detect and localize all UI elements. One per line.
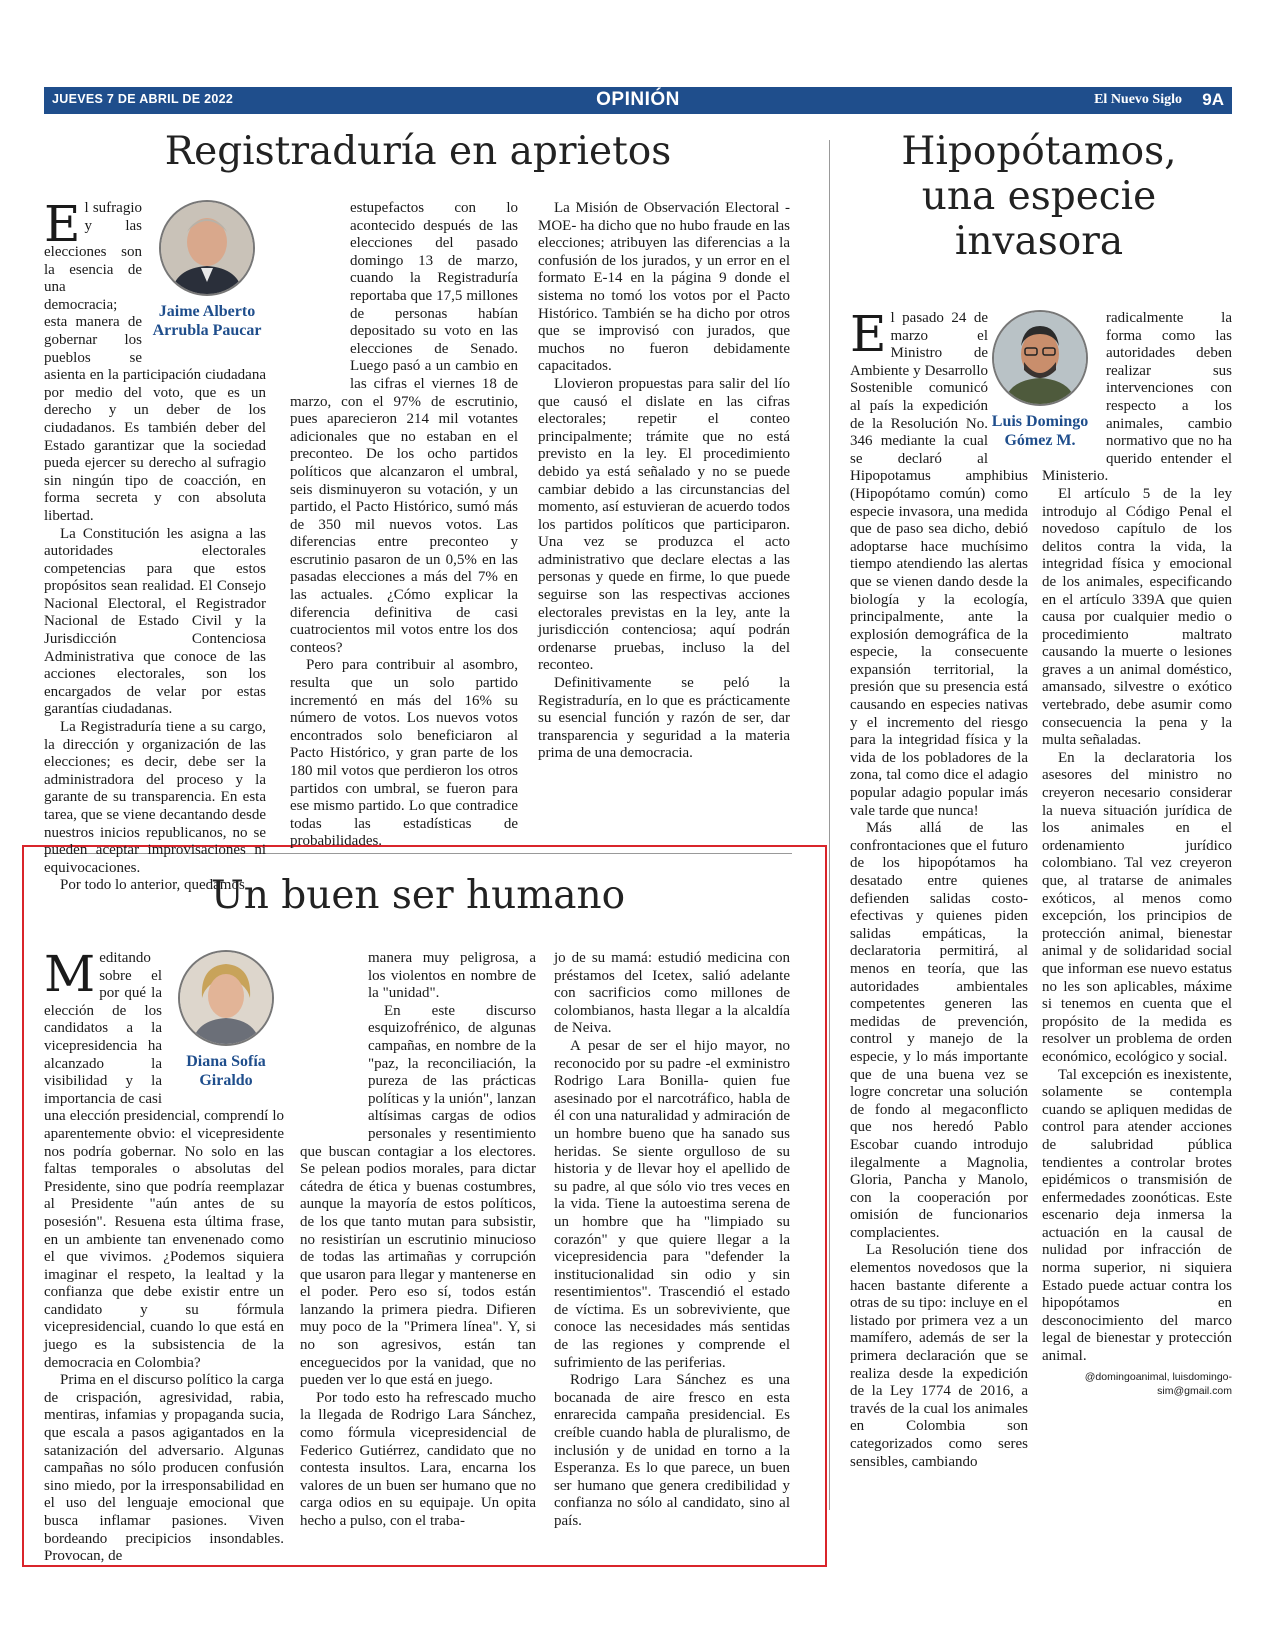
newspaper-brand: El Nuevo Siglo xyxy=(1094,92,1182,107)
title-line: Hipopótamos, xyxy=(901,129,1177,174)
article1-column-2 xyxy=(290,200,518,851)
author-name-line1: Diana Sofía xyxy=(186,1053,266,1070)
signature-line: sim@gmail.com xyxy=(1157,1384,1232,1397)
paragraph: Tal excepción es inexistente, solamente se contempla cuando se apliquen medidas de control para atender acciones de salubridad pública tendientes a controlar brotes epidémicos o transmisión de enfermedades zoonóticas. Este escenario deja inmersa la actuación en la causal de nulidad por infracción de norma superior, ni siquiera Estado puede actuar contra los hipopótamos en desconocimiento del marco legal de bienestar y protección animal. xyxy=(1042,1066,1232,1365)
paragraph: En este discurso esquizofrénico, de algunas campañas, en nombre de la "paz, la reconciliación, la pureza de las prácticas políticas y la unión", lanzan altísimas cargas de odios personales y resentimiento que buscan contagiar a los electores. Se pelean podios morales, para dictar cátedra de ética y buenas costumbres, aunque la mayoría de estos políticos, de los que tanto mutan para subsistir, no resistirían un escrutinio minucioso de todas las artimañas y corrupción que usaron para llegar y mantenerse en el poder. Pero eso sí, todos están lanzando la primera piedra. Difieren muy poco de la "Primera línea". Y, si no son agresivos, están tan enceguecidos por la vanidad, que no pueden ver lo que está en juego. xyxy=(300,1002,536,1389)
paragraph: La Resolución tiene dos elementos novedosos que la hacen bastante diferente a otras de su tipo: incluye en el listado por primera vez a un mamífero, además de ser la primera declaración que se realiza desde la expedición de la Ley 1774 de 2016, a través de la cual los animales en Colombia son categorizados como seres sensibles, cambiando xyxy=(850,1242,1028,1470)
paragraph: A pesar de ser el hijo mayor, no reconocido por su padre -el exministro Rodrigo Lara Bonilla- quien fue asesinado por el narcotráfico, habla de él con una naturalidad y admiración de un hombre bueno que ha sanado sus heridas. Se siente orgulloso de su historia y de llevar hoy el apellido de su padre, al que sólo vio tres veces en la vida. Tiene la autoestima serena de un hombre que ha "limpiado su corazón" y que quiere llegar a la vicepresidencia para "defender la institucionalidad sin odio y sin resentimientos". Trascendió el estado de víctima. Es un sobreviviente, que conoce las necesidades más sentidas de las regiones y comprende el sufrimiento de las periferias. xyxy=(554,1037,790,1371)
paragraph: La Registraduría tiene a su cargo, la dirección y organización de las elecciones; es decir, debe ser la administradora del proceso y la garante de su transparencia. En esta tarea, que se viene decantando desde nuestros inicios republicanos, no se pueden aceptar improvisaciones ni equivocaciones. xyxy=(44,719,266,876)
paragraph: Prima en el discurso político la carga de crispación, agresividad, rabia, mentiras, infamias y propaganda sucia, que escala a pasos agigantados en la satanización del adversario. Algunas campañas no sólo producen confusión sino miedo, por la irresponsabilidad en el uso del lenguaje emocional que busca inflamar pasiones. Viven bordeando precipicios insondables. Provocan, de xyxy=(44,1372,284,1565)
page-number: 9A xyxy=(1202,90,1224,109)
paragraph: Llovieron propuestas para salir del lío que causó el dislate en las cifras electorales; repetir el conteo principalmente; trámite que no está previsto en la ley. El procedimiento debido ya está señalado y no se puede cambiar debido a las circunstancias del momento, así estuvieran de acuerdo todos los partidos políticos que participaron. Una vez se produzca el acto administrativo que declare electas a las personas y quede en firme, lo que puede seguirse son las respectivas acciones electorales previstas en la ley, ante la jurisdicción contenciosa; aquí podrán ordenarse pruebas, incluso la del reconteo. xyxy=(538,375,790,674)
title-line: una especie xyxy=(921,173,1157,219)
signature-line: @domingoanimal, luisdomingo- xyxy=(1084,1370,1232,1383)
author-name-line2: Gómez M. xyxy=(1004,432,1076,449)
drop-cap: E xyxy=(850,305,887,363)
paragraph: Por todo esto ha refrescado mucho la llegada de Rodrigo Lara Sánchez, como fórmula vicepresidencial de Federico Gutiérrez, candidato que no contesta insultos. Lara, encarna los valores de un buen ser humano que no carga odios en su equipaje. Un opita hecho a pulso, con el traba- xyxy=(300,1389,536,1529)
article3-column-2 xyxy=(1042,310,1232,1398)
title-line: invasora xyxy=(954,218,1124,264)
drop-cap: M xyxy=(44,945,96,1003)
author-block xyxy=(168,950,284,1098)
paragraph: l pasado 24 de marzo el Ministro de Ambiente y Desarrollo Sostenible comunicó al país la expedición de la Resolución No. 346 mediante la cual se declaró al Hipopotamus amphibius (Hipopótamo común) como especie invasora, una medida que de paso sea dicho, debió adoptarse hace muchísimo tiempo atendiendo las alertas que se vienen dando desde la biología y la ecología, principalmente, ante la explosión demográfica de la especie, la consecuente expansión territorial, la presión que su presencia está causando en especies nativas y el incremento del riesgo para la integridad física y la vida de los pobladores de la zona, tal como dice el adagio popular adagio popular imás vale tarde que nunca! xyxy=(850,310,1028,819)
paragraph: Rodrigo Lara Sánchez es una bocanada de aire fresco en esta enrarecida campaña presidencial. Es creíble cuando habla de pluralismo, de inclusión y de unidad en torno a la Esperanza. Es lo que parece, un buen ser humano que genera credibilidad y confianza no sólo al candidato, sino al país. xyxy=(554,1372,790,1529)
article2-column-2 xyxy=(300,950,536,1531)
author-block xyxy=(980,310,1100,450)
paragraph: La Constitución les asigna a las autoridades electorales competencias para que estos propósitos sean realidad. El Consejo Nacional Electoral, el Registrador Nacional de Estado Civil y la Jurisdicción Contenciosa Administrativa que conoce de las acciones electorales, son los encargados de velar por estas garantías ciudadanas. xyxy=(44,525,266,718)
paragraph: manera muy peligrosa, a los violentos en nombre de la "unidad". xyxy=(368,950,536,1002)
author-photo-diana xyxy=(178,950,274,1046)
author-photo-luis xyxy=(992,310,1088,406)
paragraph: La Misión de Observación Electoral -MOE- ha dicho que no hubo fraude en las elecciones; atribuyen las diferencias a la confusión de los jurados, y un error en el formato E-14 en la página 9 donde el sistema no tomó los votos por el Pacto Histórico. También se ha dicho por otros que se improvisó con jurados, que muchos no fueron debidamente capacitados. xyxy=(538,200,790,375)
paragraph: Por todo lo anterior, quedamos xyxy=(60,877,245,894)
paragraph: radicalmente la forma como las autoridades deben realizar sus intervenciones con respecto a los animales, cambio normativo que no ha querido entender el Ministerio. xyxy=(1042,310,1232,485)
paragraph: El artículo 5 de la ley introdujo al Código Penal el novedoso capítulo de los delitos contra la vida, la integridad física y emocional de los animales, especificando en el artículo 339A que quien causa por cualquier medio o procedimiento maltrato causando la muerte o lesiones graves a un animal doméstico, amansado, silvestre o exótico vertebrado, debe asumir como consecuencia la pena y la multa señaladas. xyxy=(1042,485,1232,749)
paragraph: Más allá de las confrontaciones que el futuro de los hipopótamos ha desatado entre quienes defienden salidas costo-efectivas y quienes piden salidas empáticas, la declaratoria permitirá, al menos en teoría, que las autoridades ambientales competentes generen las medidas de prevención, control y manejo de la especie, y lo más importante que de una buena vez se logre concretar una solución de fondo al megaconflicto que nos heredó Pablo Escobar cuando introdujo ilegalmente a Magnolia, Gloria, Pancha y Manolo, con la cooperación por omisión de funcionarios complacientes. xyxy=(850,820,1028,1241)
issue-date: JUEVES 7 DE ABRIL DE 2022 xyxy=(52,92,234,106)
paragraph: estupefactos con lo acontecido después de las elecciones del pasado domingo 13 de marzo, cuando la Registraduría reportaba que 17,5 millones de personas habían depositado su voto en las elecciones de Senado. Luego pasó a un cambio en las cifras el viernes 18 de marzo, con el 97% de escrutinio, pues aparecieron 214 mil votantes adicionales que no estaban en el preconteo. De los ocho partidos políticos que alcanzaron el umbral, seis disminuyeron su votación, y un partido, el Pacto Histórico, sumó más de 350 mil nuevos votos. Las diferencias entre preconteo y escrutinio pasaron de un 0,5% en las pasadas elecciones a más del 7% en las actuales. ¿Cómo explicar la diferencia definitiva de casi cuatrocientos mil votos entre los dos conteos? xyxy=(290,200,518,656)
article-title-registraduria: Registraduría en aprietos xyxy=(164,129,672,174)
article1-column-3 xyxy=(538,200,790,763)
author-name-line2: Giraldo xyxy=(199,1072,253,1089)
article-title-hipopotamos xyxy=(846,130,1232,265)
paragraph: editando sobre el por qué la elección de los candidatos a la vicepresidencia ha alcanzado la visibilidad y la importancia de casi una elección presidencial, comprendí lo aparentemente obvio: el vicepresidente nos podría gobernar. No solo en las faltas temporales o absolutas del Presidente, sino que podría reemplazar al Presidente "aún antes de su posesión". Resuena esta última frase, en un ambiente tan envenenado como el que vivimos. ¿Podemos siquiera imaginar el respeto, la lealtad y la confianza que debe existir entre un candidato y su fórmula vicepresidencial, cuando lo que está en juego es la subsistencia de la democracia en Colombia? xyxy=(44,950,284,1371)
author-name-line2: Arrubla Paucar xyxy=(152,322,262,339)
paragraph: l sufragio y las elecciones son la esencia de una democracia; esta manera de gobernar los pueblos se asienta en la participación ciudadana por medio del voto, que es un derecho y un deber de los ciudadanos. Es también deber del Estado garantizar que la sociedad pueda ejercer su derecho al sufragio sin ningún tipo de coacción, en forma secreta y con absoluta libertad. xyxy=(44,200,266,524)
author-name-line1: Luis Domingo xyxy=(991,413,1089,430)
article-title-buen-ser-humano: Un buen ser humano xyxy=(210,873,626,918)
article3-column-1 xyxy=(850,305,1028,1471)
author-photo-jaime xyxy=(159,200,255,296)
author-name-line1: Jaime Alberto xyxy=(158,303,256,320)
article1-column-1 xyxy=(44,195,266,895)
article2-column-3 xyxy=(554,950,790,1531)
article2-column-1 xyxy=(44,945,284,1566)
author-block xyxy=(148,200,266,348)
paragraph: jo de su mamá: estudió medicina con préstamos del Icetex, salió adelante con sacrificios como millones de colombianos, hasta llegar a la alcaldía de Neiva. xyxy=(554,950,790,1037)
author-signature xyxy=(1042,1370,1232,1398)
paragraph: Pero para contribuir al asombro, resulta que un solo partido incrementó en más del 16% su número de votos. Los nuevos votos encontrados solo beneficiaron al Pacto Histórico, y gran parte de los 180 mil votos que perdieron los otros partidos con umbral, se fueron para ese mismo partido. Lo que contradice todas las estadísticas de probabilidades. xyxy=(290,657,518,850)
paragraph: Definitivamente se peló la Registraduría, en lo que es prácticamente su esencial función y razón de ser, dar transparencia y seguridad a la materia prima de una democracia. xyxy=(538,675,790,762)
drop-cap: E xyxy=(44,195,81,253)
page-header-bar xyxy=(44,87,1232,114)
column-divider xyxy=(829,140,830,1510)
paragraph: En la declaratoria los asesores del ministro no creyeron necesario considerar la nueva situación jurídica de los animales en el ordenamiento jurídico colombiano. Tal vez creyeron que, al tratarse de animales exóticos, al menos como excepción, los principios de protección animal, bienestar animal y de solidaridad social que informan ese nuevo estatus no les son aplicables, máxime si tenemos en cuenta que el propósito de la medida es resolver un problema de orden económico, ecológico y social. xyxy=(1042,749,1232,1065)
section-title: OPINIÓN xyxy=(596,89,680,110)
